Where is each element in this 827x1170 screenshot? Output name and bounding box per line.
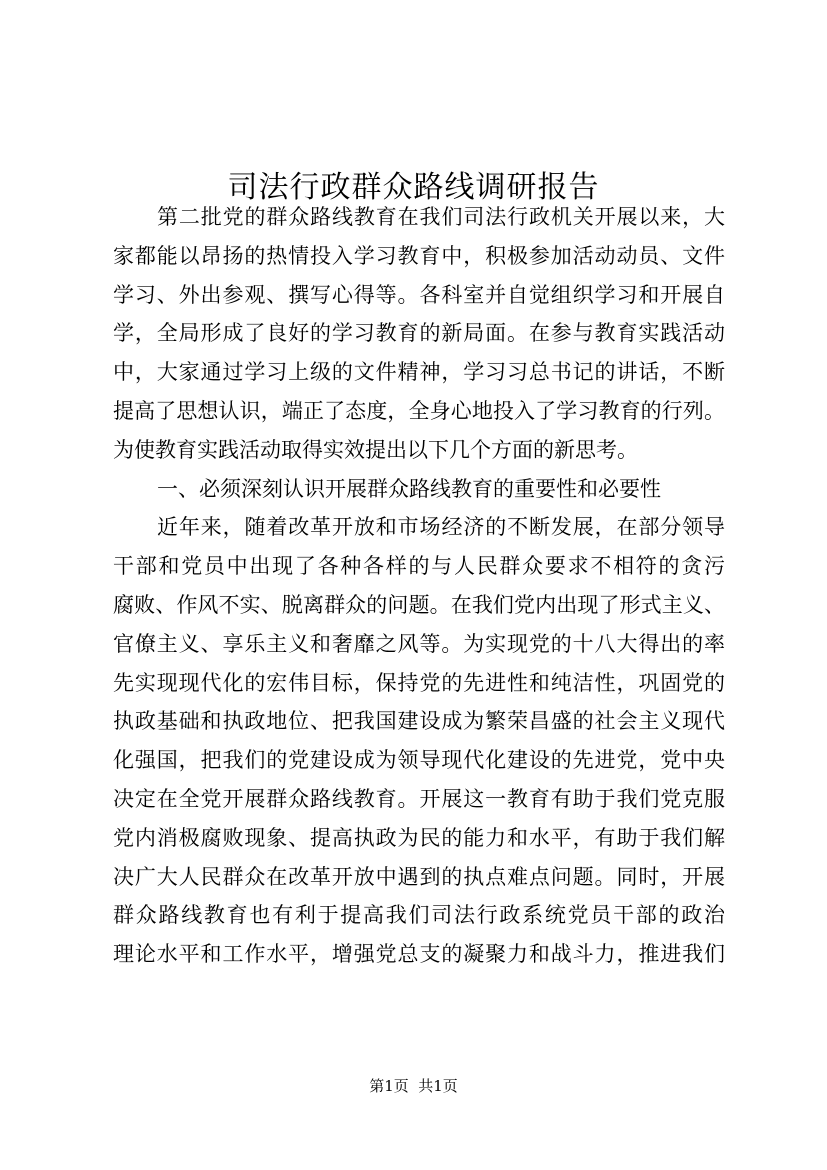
section-heading: [113, 470, 725, 509]
document-body: [113, 198, 725, 974]
page-footer: [0, 1076, 827, 1096]
document-title: 司法行政群众路线调研报告: [227, 170, 600, 206]
paragraph-line: 学，全局形成了良好的学习教育的新局面。在参与教育实践活动: [113, 321, 725, 346]
section-heading-text: 一、必须深刻认识开展群众路线教育的重要性和必要性: [157, 476, 661, 501]
paragraph-line: 决定在全党开展群众路线教育。开展这一教育有助于我们党克服: [113, 786, 725, 811]
paragraph-line: 为使教育实践活动取得实效提出以下几个方面的新思考。: [113, 437, 638, 462]
page-number: 第1页 共1页: [369, 1077, 458, 1095]
paragraph: [113, 508, 725, 974]
paragraph-line: 干部和党员中出现了各种各样的与人民群众要求不相符的贪污: [113, 554, 725, 579]
paragraph-line: 第二批党的群众路线教育在我们司法行政机关开展以来，大: [157, 205, 725, 229]
paragraph-line: 官僚主义、享乐主义和奢靡之风等。为实现党的十八大得出的率: [113, 631, 725, 656]
paragraph: [113, 198, 725, 470]
paragraph-line: 学习、外出参观、撰写心得等。各科室并自觉组织学习和开展自: [113, 282, 725, 307]
paragraph-line: 执政基础和执政地位、把我国建设成为繁荣昌盛的社会主义现代: [113, 709, 725, 734]
paragraph-line: 党内消极腐败现象、提高执政为民的能力和水平，有助于我们解: [113, 825, 725, 850]
paragraph-line: 先实现现代化的宏伟目标，保持党的先进性和纯洁性，巩固党的: [113, 670, 725, 695]
paragraph-line: 家都能以昂扬的热情投入学习教育中，积极参加活动动员、文件: [113, 243, 725, 268]
paragraph-line: 提高了思想认识，端正了态度，全身心地投入了学习教育的行列。: [113, 398, 725, 423]
paragraph-line: 中，大家通过学习上级的文件精神，学习习总书记的讲话，不断: [113, 360, 725, 385]
paragraph-line: 腐败、作风不实、脱离群众的问题。在我们党内出现了形式主义、: [113, 592, 725, 617]
paragraph-line: 理论水平和工作水平，增强党总支的凝聚力和战斗力，推进我们: [113, 942, 725, 967]
paragraph-line: 化强国，把我们的党建设成为领导现代化建设的先进党，党中央: [113, 748, 725, 773]
paragraph-line: 决广大人民群众在改革开放中遇到的执点难点问题。同时，开展: [113, 864, 725, 889]
paragraph-line: 群众路线教育也有利于提高我们司法行政系统党员干部的政治: [113, 903, 725, 928]
paragraph-line: 近年来，随着改革开放和市场经济的不断发展，在部分领导: [157, 515, 725, 540]
